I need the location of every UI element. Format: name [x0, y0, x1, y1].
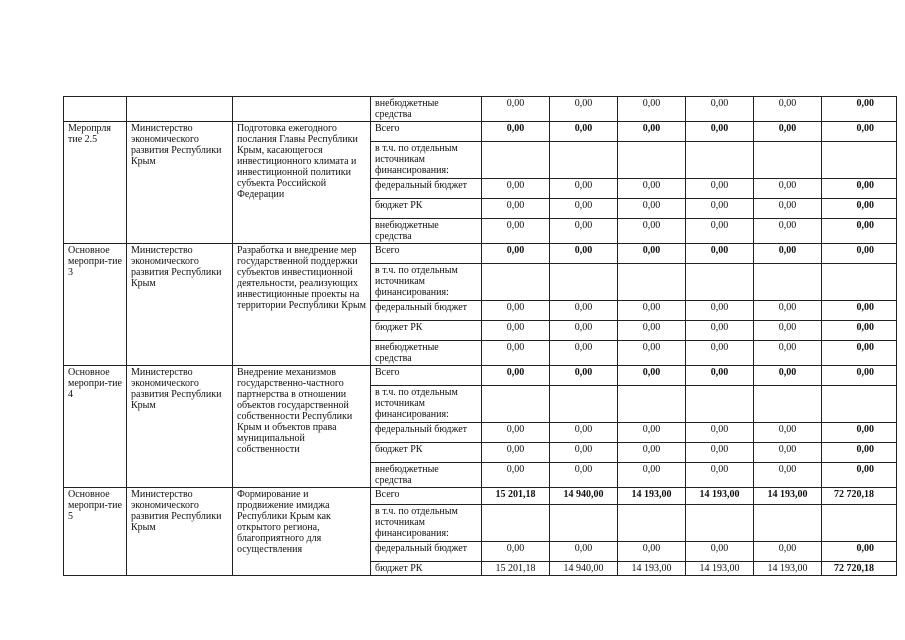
cell-value [754, 386, 822, 423]
cell-value: 0,00 [618, 122, 686, 142]
cell-value: 14 193,00 [686, 562, 754, 576]
cell-source: в т.ч. по отдельным источникам финансирования: [371, 505, 482, 542]
cell-value: 14 193,00 [618, 562, 686, 576]
cell-value [550, 142, 618, 179]
cell-total [822, 264, 897, 301]
cell-value: 0,00 [618, 463, 686, 488]
cell-source: в т.ч. по отдельным источникам финансирования: [371, 264, 482, 301]
cell-value: 0,00 [754, 199, 822, 219]
cell-value: 0,00 [482, 219, 550, 244]
cell-value: 0,00 [686, 341, 754, 366]
cell-value: 0,00 [482, 366, 550, 386]
cell-value: 0,00 [686, 97, 754, 122]
cell-total: 0,00 [822, 463, 897, 488]
cell-value [686, 264, 754, 301]
cell-value: 14 193,00 [686, 488, 754, 505]
cell-source: федеральный бюджет [371, 179, 482, 199]
cell-value: 0,00 [686, 301, 754, 321]
cell-value: 0,00 [754, 443, 822, 463]
cell-total: 0,00 [822, 122, 897, 142]
cell-total: 0,00 [822, 542, 897, 562]
cell-total: 0,00 [822, 199, 897, 219]
cell-value: 0,00 [686, 199, 754, 219]
cell-value: 0,00 [482, 463, 550, 488]
cell-value [618, 142, 686, 179]
cell-value: 0,00 [482, 244, 550, 264]
cell-value: 0,00 [618, 341, 686, 366]
cell-id [64, 97, 127, 122]
cell-value: 0,00 [686, 366, 754, 386]
cell-total [822, 505, 897, 542]
table-row [64, 488, 897, 505]
cell-value: 14 940,00 [550, 562, 618, 576]
cell-source: Всего [371, 122, 482, 142]
cell-id: Основное меропри-тие 3 [64, 244, 127, 366]
cell-value [618, 505, 686, 542]
cell-desc [233, 97, 371, 122]
cell-total: 0,00 [822, 321, 897, 341]
cell-value [550, 264, 618, 301]
cell-value: 0,00 [686, 443, 754, 463]
cell-value: 0,00 [482, 321, 550, 341]
cell-value: 15 201,18 [482, 562, 550, 576]
cell-source: Всего [371, 244, 482, 264]
cell-value: 0,00 [482, 423, 550, 443]
cell-total: 0,00 [822, 179, 897, 199]
cell-value: 0,00 [686, 463, 754, 488]
cell-org: Министерство экономического развития Республики Крым [127, 488, 233, 576]
cell-value: 15 201,18 [482, 488, 550, 505]
cell-value: 0,00 [618, 321, 686, 341]
cell-value [482, 142, 550, 179]
cell-value: 0,00 [686, 423, 754, 443]
cell-value: 0,00 [550, 321, 618, 341]
cell-value: 0,00 [754, 219, 822, 244]
cell-value: 0,00 [754, 122, 822, 142]
budget-table [63, 96, 897, 576]
cell-source: Всего [371, 366, 482, 386]
cell-value: 14 940,00 [550, 488, 618, 505]
cell-value: 0,00 [754, 301, 822, 321]
cell-id: Меропрля тие 2.5 [64, 122, 127, 244]
cell-source: Всего [371, 488, 482, 505]
table-row [64, 97, 897, 122]
cell-source: в т.ч. по отдельным источникам финансирования: [371, 142, 482, 179]
cell-org: Министерство экономического развития Республики Крым [127, 244, 233, 366]
cell-value: 0,00 [482, 199, 550, 219]
cell-total: 0,00 [822, 423, 897, 443]
cell-id: Основное меропри-тие 4 [64, 366, 127, 488]
cell-value: 0,00 [754, 321, 822, 341]
cell-source: внебюджетные средства [371, 219, 482, 244]
cell-source: бюджет РК [371, 321, 482, 341]
cell-total: 0,00 [822, 244, 897, 264]
cell-source: бюджет РК [371, 562, 482, 576]
cell-org: Министерство экономического развития Республики Крым [127, 366, 233, 488]
cell-value: 0,00 [618, 423, 686, 443]
cell-value: 0,00 [482, 122, 550, 142]
cell-value: 0,00 [618, 199, 686, 219]
cell-value: 0,00 [686, 179, 754, 199]
cell-total: 0,00 [822, 443, 897, 463]
cell-source: бюджет РК [371, 443, 482, 463]
cell-value [618, 386, 686, 423]
cell-value: 0,00 [550, 97, 618, 122]
cell-source: внебюджетные средства [371, 463, 482, 488]
cell-value: 0,00 [550, 366, 618, 386]
cell-value: 0,00 [686, 122, 754, 142]
cell-value: 0,00 [618, 443, 686, 463]
cell-total: 0,00 [822, 366, 897, 386]
table-row [64, 244, 897, 264]
cell-total: 0,00 [822, 219, 897, 244]
cell-value: 0,00 [482, 301, 550, 321]
cell-value: 0,00 [482, 341, 550, 366]
cell-value: 0,00 [550, 122, 618, 142]
cell-org: Министерство экономического развития Республики Крым [127, 122, 233, 244]
cell-value: 0,00 [550, 423, 618, 443]
cell-value: 14 193,00 [754, 562, 822, 576]
cell-value [686, 386, 754, 423]
cell-value [754, 142, 822, 179]
cell-desc: Внедрение механизмов государственно-частного партнерства в отношении объектов государственной собственности Республики Крым и объектов права муниципальной собственности [233, 366, 371, 488]
table-body [64, 97, 897, 576]
cell-value: 0,00 [550, 443, 618, 463]
cell-value: 0,00 [550, 341, 618, 366]
cell-value [754, 505, 822, 542]
cell-source: федеральный бюджет [371, 423, 482, 443]
cell-value [686, 505, 754, 542]
cell-value: 0,00 [754, 97, 822, 122]
cell-value: 0,00 [754, 423, 822, 443]
cell-value: 14 193,00 [754, 488, 822, 505]
cell-source: внебюджетные средства [371, 97, 482, 122]
cell-source: в т.ч. по отдельным источникам финансирования: [371, 386, 482, 423]
cell-value: 0,00 [482, 97, 550, 122]
cell-source: федеральный бюджет [371, 301, 482, 321]
cell-value: 0,00 [686, 321, 754, 341]
cell-total [822, 386, 897, 423]
cell-value: 0,00 [550, 199, 618, 219]
cell-value: 0,00 [618, 542, 686, 562]
cell-value [618, 264, 686, 301]
table-row [64, 366, 897, 386]
cell-value: 0,00 [754, 542, 822, 562]
cell-total [822, 142, 897, 179]
cell-value [754, 264, 822, 301]
cell-total: 0,00 [822, 301, 897, 321]
cell-value: 0,00 [754, 341, 822, 366]
cell-total: 72 720,18 [822, 488, 897, 505]
cell-value [482, 505, 550, 542]
cell-value: 0,00 [686, 219, 754, 244]
cell-desc: Формирование и продвижение имиджа Республики Крым как открытого региона, благоприятного для осуществления [233, 488, 371, 576]
cell-source: федеральный бюджет [371, 542, 482, 562]
cell-value: 0,00 [618, 219, 686, 244]
cell-value: 0,00 [618, 244, 686, 264]
cell-value: 0,00 [550, 219, 618, 244]
cell-value: 0,00 [686, 244, 754, 264]
cell-value: 0,00 [482, 542, 550, 562]
cell-value [550, 505, 618, 542]
cell-total: 0,00 [822, 341, 897, 366]
cell-value: 0,00 [550, 244, 618, 264]
cell-value: 14 193,00 [618, 488, 686, 505]
cell-value: 0,00 [550, 179, 618, 199]
cell-org [127, 97, 233, 122]
cell-id: Основное меропри-тие 5 [64, 488, 127, 576]
cell-value: 0,00 [618, 97, 686, 122]
table-row [64, 122, 897, 142]
cell-value: 0,00 [550, 463, 618, 488]
cell-source: внебюджетные средства [371, 341, 482, 366]
cell-value [686, 142, 754, 179]
cell-total: 0,00 [822, 97, 897, 122]
cell-value [482, 264, 550, 301]
cell-value [550, 386, 618, 423]
cell-value: 0,00 [482, 443, 550, 463]
cell-value: 0,00 [686, 542, 754, 562]
cell-value: 0,00 [754, 244, 822, 264]
cell-value: 0,00 [754, 179, 822, 199]
cell-value: 0,00 [482, 179, 550, 199]
cell-value [482, 386, 550, 423]
cell-total: 72 720,18 [822, 562, 897, 576]
cell-value: 0,00 [618, 366, 686, 386]
cell-desc: Подготовка ежегодного послания Главы Республики Крым, касающегося инвестиционного климата и инвестиционной политики субъекта Российской Федерации [233, 122, 371, 244]
cell-value: 0,00 [550, 301, 618, 321]
cell-value: 0,00 [618, 301, 686, 321]
cell-value: 0,00 [550, 542, 618, 562]
cell-desc: Разработка и внедрение мер государственной поддержки субъектов инвестиционной деятельности, реализующих инвестиционные проекты на территории Республики Крым [233, 244, 371, 366]
cell-value: 0,00 [754, 463, 822, 488]
cell-value: 0,00 [754, 366, 822, 386]
cell-value: 0,00 [618, 179, 686, 199]
cell-source: бюджет РК [371, 199, 482, 219]
